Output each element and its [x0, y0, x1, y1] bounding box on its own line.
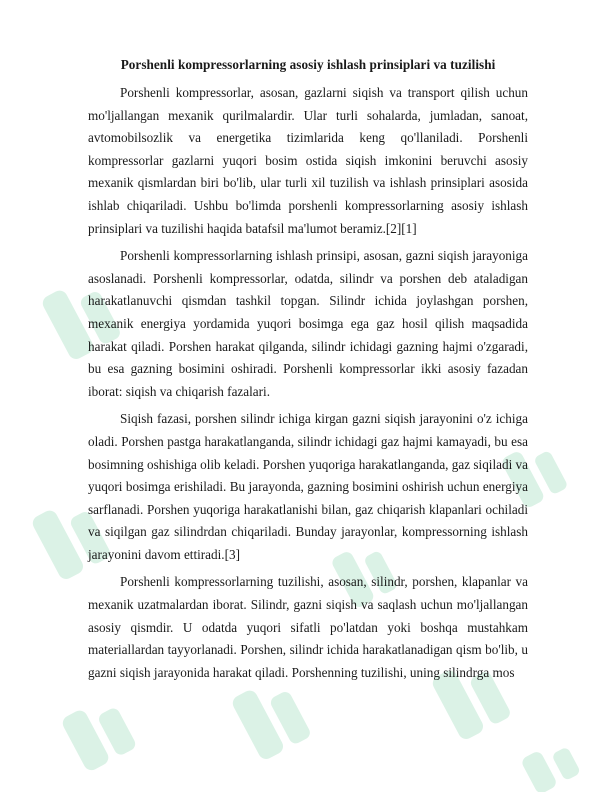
paragraph-structure: Porshenli kompressorlarning tuzilishi, asosan, silindr, porshen, klapanlar va mexanik uzatmalardan iborat. Silindr, gazni siqish va saqlash uchun mo'ljallangan asosiy qismdir. U odatda yuqori sifatli po'latdan yoki boshqa mustahkam materiallardan tayyorlanadi. Porshen, silindr ichida harakatlanadigan qism bo'lib, u gazni siqish jarayonida harakat qiladi. Porshenning tuzilishi, uning silindrga mos: [88, 574, 528, 680]
paragraph-compression-phase: Siqish fazasi, porshen silindr ichiga kirgan gazni siqish jarayonini o'z ichiga oladi. Porshen pastga harakatlanganda, silindr ichidagi gaz hajmi kamayadi, bu esa bosimning oshishiga olib keladi. Porshen yuqoriga harakatlanganda, gaz siqiladi va yuqori bosimga erishiladi. Bu jarayonda, gazning bosimini oshirish uchun energiya sarflanadi. Porshen yuqoriga harakatlanishi bilan, gaz chiqarish klapanlari ochiladi va siqilgan gaz silindrdan chiqariladi. Bunday jarayonlar, kompressorning ishlash jarayonini davom ettiradi.[3]: [88, 411, 528, 562]
paragraph-intro: Porshenli kompressorlar, asosan, gazlarni siqish va transport qilish uchun mo'ljallangan mexanik qurilmalardir. Ular turli sohalarda, jumladan, sanoat, avtomobilsozlik va energetika tizimlarida keng qo'llaniladi. Porshenli kompressorlar gazlarni yuqori bosim ostida siqish imkonini beruvchi asosiy mexanik qismlardan biri bo'lib, ular turli xil tuzilish va ishlash prinsiplari asosida ishlab chiqariladi. Ushbu bo'limda porshenli kompressorlarning asosiy ishlash prinsiplari va tuzilishi haqida batafsil ma'lumot beramiz.[2][1]: [88, 85, 528, 236]
document-title: Porshenli kompressorlarning asosiy ishlash prinsiplari va tuzilishi: [120, 57, 496, 72]
paragraph-working-principle: Porshenli kompressorlarning ishlash prinsipi, asosan, gazni siqish jarayoniga asoslanadi. Porshenli kompressorlar, odatda, silindr va porshen deb ataladigan harakatlanuvchi qismdan tashkil topgan. Silindr ichida joylashgan porshen, mexanik energiya yordamida yuqori bosimga ega gaz hosil qilish maqsadida harakat qiladi. Porshen harakat qilganda, silindr ichidagi gazning hajmi o'zgaradi, bu esa gazning bosimini oshiradi. Porshenli kompressorlar ikki asosiy fazadan iborat: siqish va chiqarish fazalari.: [88, 248, 528, 399]
document-body: [88, 56, 528, 689]
